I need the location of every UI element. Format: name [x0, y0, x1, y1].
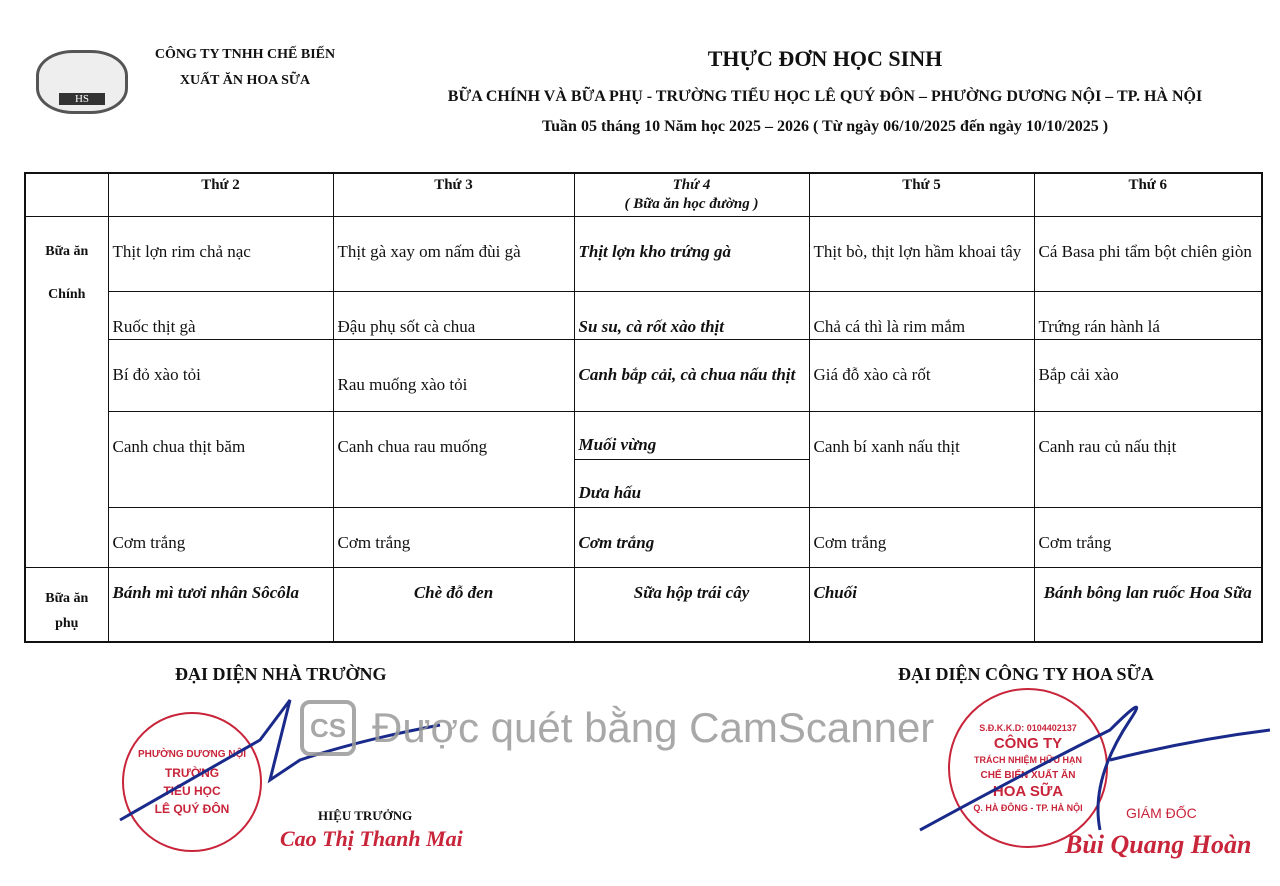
cell: Bánh mì tươi nhân Sôcôla: [108, 568, 333, 642]
cell: Canh chua rau muống: [333, 412, 574, 508]
table-row: [25, 340, 1262, 412]
cell: Su su, cà rốt xào thịt: [574, 292, 809, 340]
table-row: [25, 217, 1262, 292]
stamp-text: Q. HÀ ĐÔNG - TP. HÀ NỘI: [973, 803, 1083, 813]
cell: Trứng rán hành lá: [1034, 292, 1262, 340]
table-row: [25, 508, 1262, 568]
table-row: [25, 292, 1262, 340]
snack-row: [25, 568, 1262, 642]
cell: Bí đỏ xào tỏi: [108, 340, 333, 412]
cell: Thịt bò, thịt lợn hầm khoai tây: [809, 217, 1034, 292]
company-logo: [36, 50, 128, 114]
stamp-text: LÊ QUÝ ĐÔN: [154, 802, 230, 816]
header-day: Thứ 3: [333, 173, 574, 217]
stamp-text: HOA SỮA: [992, 783, 1064, 800]
table-row: [25, 412, 1262, 508]
label-line: Chính: [48, 287, 86, 302]
cell: Thịt gà xay om nấm đùi gà: [333, 217, 574, 292]
cell: Canh bắp cải, cà chua nấu thịt: [574, 340, 809, 412]
day-note: ( Bữa ăn học đường ): [624, 196, 759, 212]
cell: Cơm trắng: [809, 508, 1034, 568]
company-signature-heading: ĐẠI DIỆN CÔNG TY HOA SỮA: [898, 664, 1154, 684]
day-label: Thứ 4: [672, 177, 711, 193]
stamp-text: CÔNG TY: [993, 735, 1063, 752]
school-signer-name: Cao Thị Thanh Mai: [280, 826, 463, 851]
cell-split: [574, 412, 809, 508]
header-empty: [25, 173, 108, 217]
stamp-text: TIỂU HỌC: [163, 784, 221, 798]
cell: Giá đỗ xào cà rốt: [809, 340, 1034, 412]
page-title: THỰC ĐƠN HỌC SINH: [707, 46, 943, 71]
cell: Thịt lợn rim chả nạc: [108, 217, 333, 292]
cell: Bánh bông lan ruốc Hoa Sữa: [1034, 568, 1262, 642]
camscanner-icon: CS: [300, 700, 356, 756]
school-signature-heading: ĐẠI DIỆN NHÀ TRƯỜNG: [175, 664, 387, 684]
header-day: Thứ 2: [108, 173, 333, 217]
cell: Chè đỗ đen: [333, 568, 574, 642]
cell: Cơm trắng: [108, 508, 333, 568]
table-header-row: [25, 173, 1262, 217]
stamp-text: TRƯỜNG: [164, 766, 220, 780]
cell: Sữa hộp trái cây: [574, 568, 809, 642]
cell: Rau muống xào tỏi: [333, 340, 574, 412]
cell: Thịt lợn kho trứng gà: [574, 217, 809, 292]
main-meal-label: [25, 217, 108, 568]
stamp-text: TRÁCH NHIỆM HỮU HẠN: [974, 755, 1082, 765]
company-signature-scribble: [910, 690, 1280, 840]
stamp-text: CHẾ BIẾN XUẤT ĂN: [980, 770, 1076, 781]
cell: Canh bí xanh nấu thịt: [809, 412, 1034, 508]
week-info: Tuần 05 tháng 10 Năm học 2025 – 2026 ( Từ ngày 06/10/2025 đến ngày 10/10/2025 ): [541, 118, 1109, 135]
label-line: Bữa ăn: [45, 591, 89, 606]
label-line: phụ: [55, 616, 79, 631]
header-day: Thứ 5: [809, 173, 1034, 217]
watermark-text: Được quét bằng CamScanner: [372, 704, 935, 751]
header-day: Thứ 6: [1034, 173, 1262, 217]
cell: Dưa hấu: [578, 483, 642, 502]
cell: Cơm trắng: [333, 508, 574, 568]
cell: Canh chua thịt băm: [108, 412, 333, 508]
cell: Cá Basa phi tẩm bột chiên giòn: [1034, 217, 1262, 292]
cell: Đậu phụ sốt cà chua: [333, 292, 574, 340]
menu-table: [24, 172, 1263, 643]
company-name-line1: CÔNG TY TNHH CHẾ BIẾN: [154, 47, 336, 62]
header-day: [574, 173, 809, 217]
cell: Chả cá thì là rim mắm: [809, 292, 1034, 340]
camscanner-watermark: [300, 700, 934, 756]
stamp-text: S.Đ.K.K.D: 0104402137: [979, 723, 1077, 733]
cell: Cơm trắng: [1034, 508, 1262, 568]
page-subtitle: BỮA CHÍNH VÀ BỮA PHỤ - TRƯỜNG TIỂU HỌC LÊ QUÝ ĐÔN – PHƯỜNG DƯƠNG NỘI – TP. HÀ NỘI: [447, 88, 1203, 105]
cell: Muối vừng: [575, 412, 809, 460]
company-signer-name: Bùi Quang Hoàn: [1065, 830, 1252, 859]
cell: Canh rau củ nấu thịt: [1034, 412, 1262, 508]
company-role: GIÁM ĐỐC: [1126, 805, 1197, 821]
cell: Chuối: [809, 568, 1034, 642]
stamp-text: PHƯỜNG DƯƠNG NỘI: [137, 749, 247, 760]
cell: Ruốc thịt gà: [108, 292, 333, 340]
cell: Cơm trắng: [574, 508, 809, 568]
label-line: Bữa ăn: [45, 244, 89, 259]
cell: Bắp cải xào: [1034, 340, 1262, 412]
company-name-line2: XUẤT ĂN HOA SỮA: [179, 73, 311, 88]
logo-text: HS: [59, 93, 105, 105]
school-role: HIỆU TRƯỞNG: [318, 808, 413, 823]
snack-label: [25, 568, 108, 642]
